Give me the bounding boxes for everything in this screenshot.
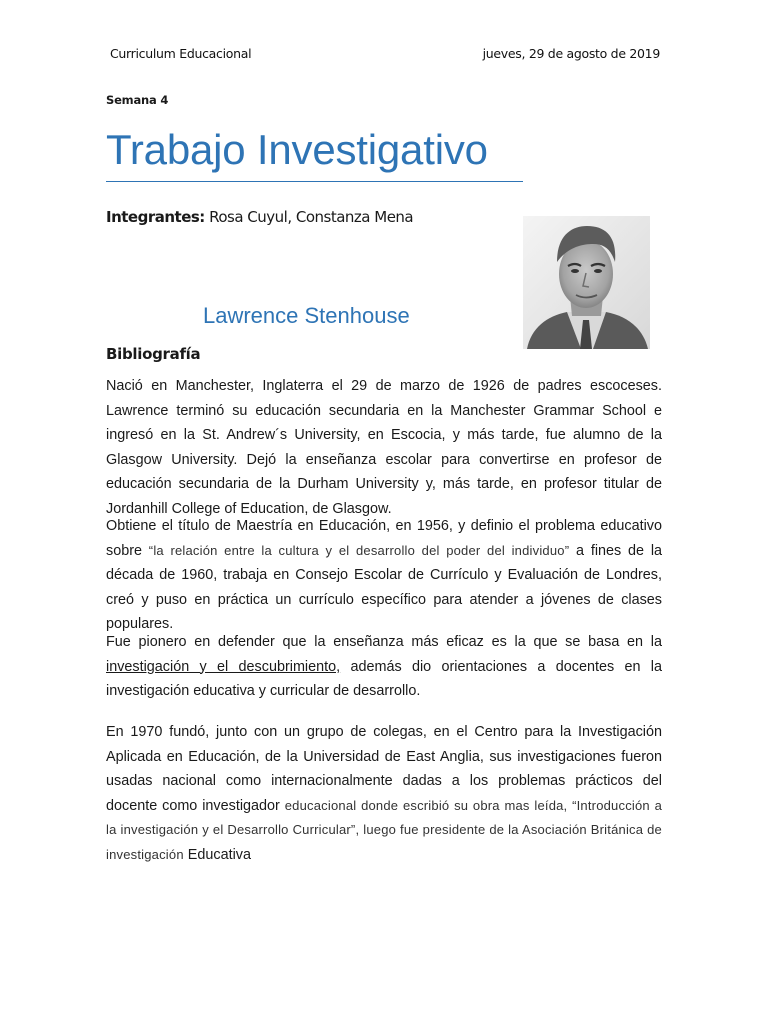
bibliography-heading: Bibliografía [106,345,201,363]
title-underline [106,181,523,182]
week-label: Semana 4 [106,93,169,107]
paragraph-4-text-b: Educativa [187,846,251,863]
paragraph-2-text-a: Obtiene el título de Maestría en Educación, en 1956, y definio el problema educativo sobre [106,518,662,559]
subject-name: Lawrence Stenhouse [203,303,410,328]
paragraph-3-text-b: además dio orientaciones a docentes en la investigación educativa y curricular de desarrollo. [106,658,663,699]
paragraph-3 [106,630,662,704]
header-course: Curriculum Educacional [110,46,252,61]
page-title: Trabajo Investigativo [106,126,488,173]
paragraph-1: Nació en Manchester, Inglaterra el 29 de marzo de 1926 de padres escoceses. Lawrence terminó su educación secundaria en la Manchester Grammar School e ingresó en la St. Andrew´s University, en Escocia, y más tarde, fue alumno de la Glasgow University. Dejó la enseñanza escolar para convertirse en profesor de educación secundaria de la Durham University y, más tarde, en profesor titular de Jordanhill College of Education, de Glasgow. [106,378,662,517]
paragraph-4 [106,720,662,867]
paragraph-2 [106,514,662,637]
portrait-photo [523,216,650,349]
paragraph-4-quote: educacional donde escribió su obra mas leída, “Introducción a la investigación y el Desarrollo Curricular”, luego fue presidente de la Asociación Británica de investigación [106,797,662,862]
paragraph-3-text-a: Fue pionero en defender que la enseñanza más eficaz es la que se basa en la [106,634,662,650]
members-label: Integrantes: [106,208,205,226]
paragraph-4-text-a: En 1970 fundó, junto con un grupo de colegas, en el Centro para la Investigación Aplicada en Educación, de la Universidad de East Anglia, sus investigaciones fueron usadas nacional como internacionalmente dadas a los problemas prácticos del docente como investigador [106,724,662,814]
paragraph-2-text-b: a fines de la década de 1960, trabaja en Consejo Escolar de Currículo y Evaluación de Londres, creó y puso en práctica un currículo específico para atender a jóvenes de clases populares. [106,542,663,632]
members-line [106,208,413,226]
members-names: Rosa Cuyul, Constanza Mena [209,208,414,226]
paragraph-3-underlined: investigación y el descubrimiento, [106,658,341,675]
header-date: jueves, 29 de agosto de 2019 [482,46,660,61]
paragraph-2-quote: “la relación entre la cultura y el desarrollo del poder del individuo” [148,542,570,558]
